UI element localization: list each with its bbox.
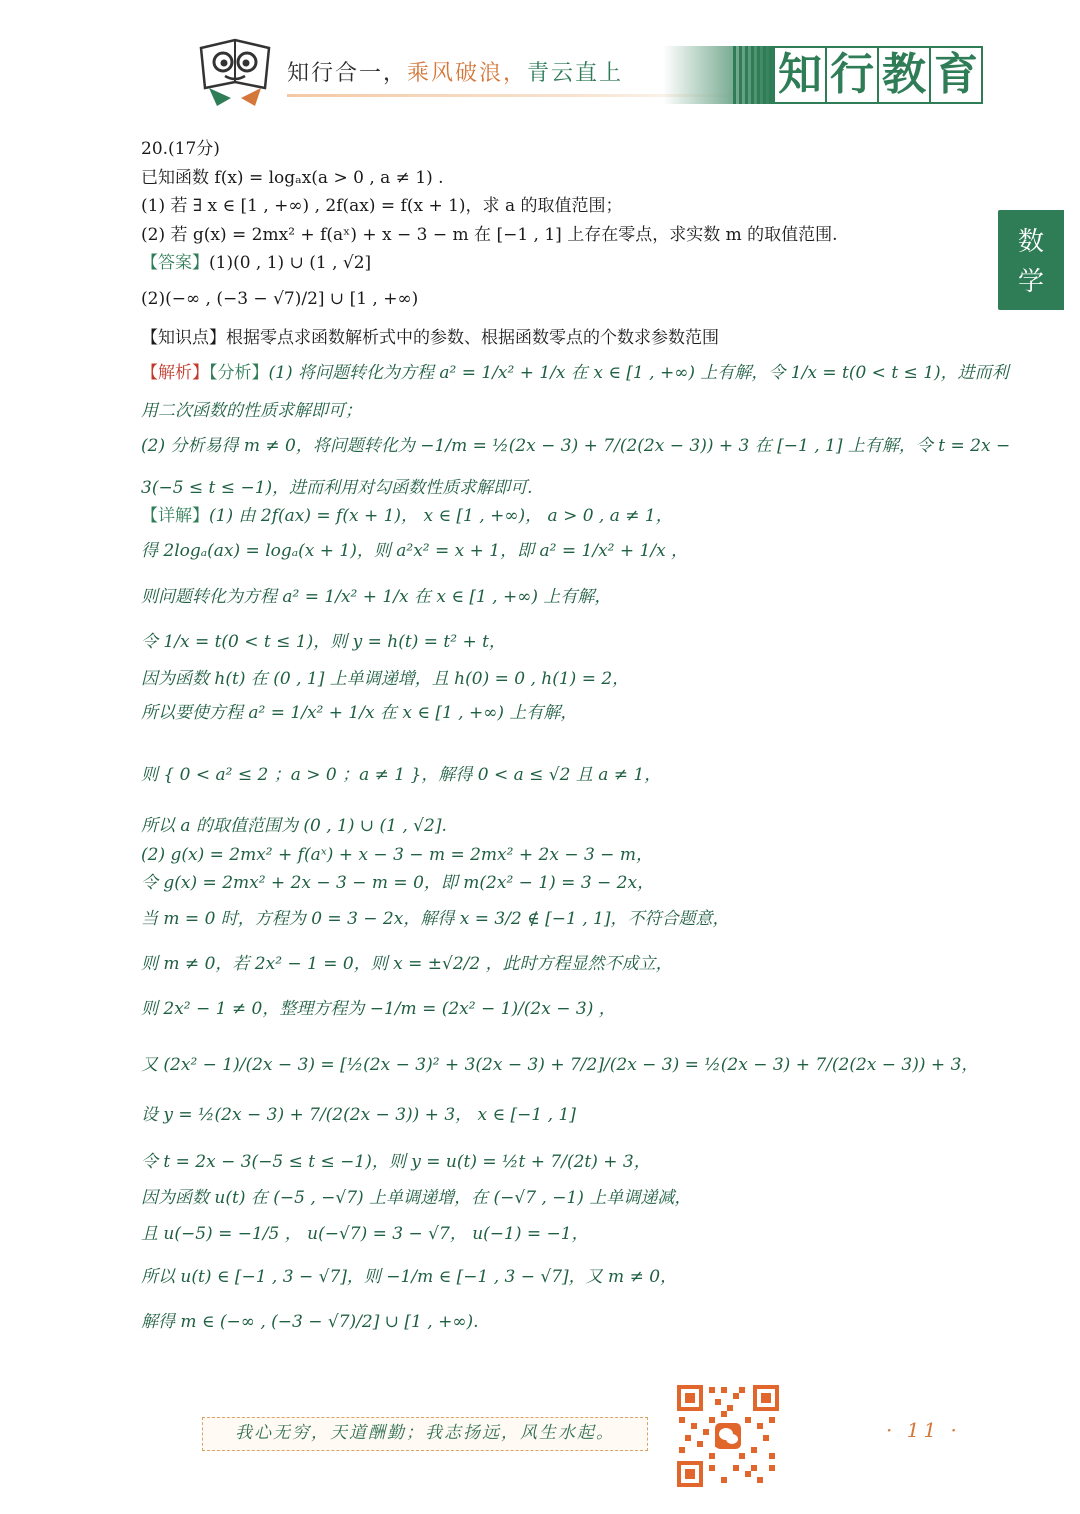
detail-line	[141, 504, 673, 528]
answer-line-2: (2)(−∞ , (−3 − √7)/2] ∪ [1 , +∞)	[141, 289, 419, 309]
subject-char: 学	[1017, 267, 1044, 297]
mascot-book-icon	[195, 36, 275, 108]
knowledge-line	[141, 326, 719, 350]
brand-char: 育	[929, 46, 983, 104]
detail-line: 所以 u(t) ∈ [−1 , 3 − √7]，则 −1/m ∈ [−1 , 3 − √7]，又 m ≠ 0，	[141, 1267, 678, 1287]
detail-line: 解得 m ∈ (−∞ , (−3 − √7)/2] ∪ [1 , +∞).	[141, 1312, 479, 1332]
problem-stem: 已知函数 f(x) = logₐx(a > 0 , a ≠ 1) .	[141, 168, 444, 188]
page-number: · 11 ·	[886, 1418, 961, 1442]
subject-tab	[998, 210, 1064, 310]
qr-code[interactable]	[675, 1383, 781, 1489]
analysis-line-4: 3(−5 ≤ t ≤ −1)，进而利用对勾函数性质求解即可.	[141, 478, 533, 498]
analysis-tag: 【解析】	[141, 363, 209, 383]
page-header	[195, 36, 995, 116]
detail-line: 令 1/x = t(0 < t ≤ 1)，则 y = h(t) = t² + t，	[141, 632, 506, 652]
brand-char: 知	[773, 46, 827, 104]
brand-title	[773, 46, 981, 104]
detail-line: 得 2logₐ(ax) = logₐ(x + 1)，则 a²x² = x + 1，即 a² = 1/x² + 1/x ，	[141, 541, 689, 561]
detail-line: 所以 a 的取值范围为 (0 , 1) ∪ (1 , √2].	[141, 816, 447, 836]
problem-question-1: (1) 若 ∃ x ∈ [1 , +∞) , 2f(ax) = f(x + 1)，求 a 的取值范围；	[141, 196, 623, 216]
detail-tag: 【详解】	[141, 506, 209, 526]
answer-part-1: (1)(0 , 1) ∪ (1 , √2]	[209, 253, 372, 273]
knowledge-text: 根据零点求函数解析式中的参数、根据函数零点的个数求参数范围	[226, 328, 719, 348]
detail-line: 令 g(x) = 2mx² + 2x − 3 − m = 0，即 m(2x² − 1) = 3 − 2x，	[141, 873, 655, 893]
detail-line: (2) g(x) = 2mx² + f(aˣ) + x − 3 − m = 2mx² + 2x − 3 − m，	[141, 845, 653, 865]
detail-line: 当 m = 0 时，方程为 0 = 3 − 2x，解得 x = 3/2 ∉ [−1 , 1]，不符合题意，	[141, 909, 730, 929]
footer-motto: 我心无穷，天道酬勤；我志扬远，风生水起。	[202, 1417, 648, 1451]
detail-line: 则 m ≠ 0，若 2x² − 1 = 0，则 x = ±√2/2 ，此时方程显然不成立，	[141, 954, 673, 974]
answer-tag: 【答案】	[141, 253, 209, 273]
brand-logo	[663, 46, 989, 104]
detail-line: 令 t = 2x − 3(−5 ≤ t ≤ −1)，则 y = u(t) = ½t + 7/(2t) + 3，	[141, 1152, 651, 1172]
detail-line: 因为函数 u(t) 在 (−5 , −√7) 上单调递增，在 (−√7 , −1) 上单调递减，	[141, 1188, 692, 1208]
brand-char: 教	[877, 46, 931, 104]
problem-number: 20.(17分)	[141, 139, 220, 159]
analysis-line-3: (2) 分析易得 m ≠ 0，将问题转化为 −1/m = ½(2x − 3) + 7/(2(2x − 3)) + 3 在 [−1 , 1] 上有解，令 t = 2x −	[141, 436, 1011, 456]
subject-char: 数	[1017, 227, 1044, 257]
analysis-line-1	[141, 361, 1009, 385]
detail-line: 所以要使方程 a² = 1/x² + 1/x 在 x ∈ [1 , +∞) 上有解，	[141, 703, 578, 723]
detail-line: 因为函数 h(t) 在 (0 , 1] 上单调递增，且 h(0) = 0 , h(1) = 2，	[141, 669, 630, 689]
slogan-part-2: 乘风破浪，	[407, 61, 528, 86]
analysis-text-1: (1) 将问题转化为方程 a² = 1/x² + 1/x 在 x ∈ [1 , +∞) 上有解，令 1/x = t(0 < t ≤ 1)，进而利	[268, 363, 1009, 383]
slogan-part-1: 知行合一，	[287, 61, 408, 86]
detail-line: 设 y = ½(2x − 3) + 7/(2(2x − 3)) + 3， x ∈ [−1 , 1]	[141, 1105, 576, 1125]
detail-line: 则 2x² − 1 ≠ 0，整理方程为 −1/m = (2x² − 1)/(2x − 3) ，	[141, 999, 616, 1019]
detail-line: 则问题转化为方程 a² = 1/x² + 1/x 在 x ∈ [1 , +∞) 上有解，	[141, 587, 612, 607]
detail-line: 则 { 0 < a² ≤ 2 ；a > 0 ；a ≠ 1 }，解得 0 < a ≤ √2 且 a ≠ 1，	[141, 765, 662, 785]
brand-stripes	[733, 46, 773, 104]
problem-question-2: (2) 若 g(x) = 2mx² + f(aˣ) + x − 3 − m 在 [−1 , 1] 上存在零点，求实数 m 的取值范围.	[141, 225, 838, 245]
analysis-line-2: 用二次函数的性质求解即可；	[141, 401, 362, 421]
analysis-sub-tag: 【分析】	[209, 363, 269, 383]
detail-line: 且 u(−5) = −1/5 ， u(−√7) = 3 − √7， u(−1) = −1，	[141, 1224, 589, 1244]
brand-char: 行	[825, 46, 879, 104]
answer-line-1	[141, 251, 371, 275]
knowledge-tag: 【知识点】	[141, 328, 226, 348]
detail-text: (1) 由 2f(ax) = f(x + 1)， x ∈ [1 , +∞)， a > 0 , a ≠ 1，	[209, 506, 673, 526]
wechat-icon	[715, 1423, 741, 1449]
header-slogan	[287, 56, 623, 87]
slogan-part-3: 青云直上	[527, 61, 624, 86]
detail-line: 又 (2x² − 1)/(2x − 3) = [½(2x − 3)² + 3(2x − 3) + 7/2]/(2x − 3) = ½(2x − 3) + 7/(2(2x − 3)) + 3，	[141, 1055, 979, 1075]
